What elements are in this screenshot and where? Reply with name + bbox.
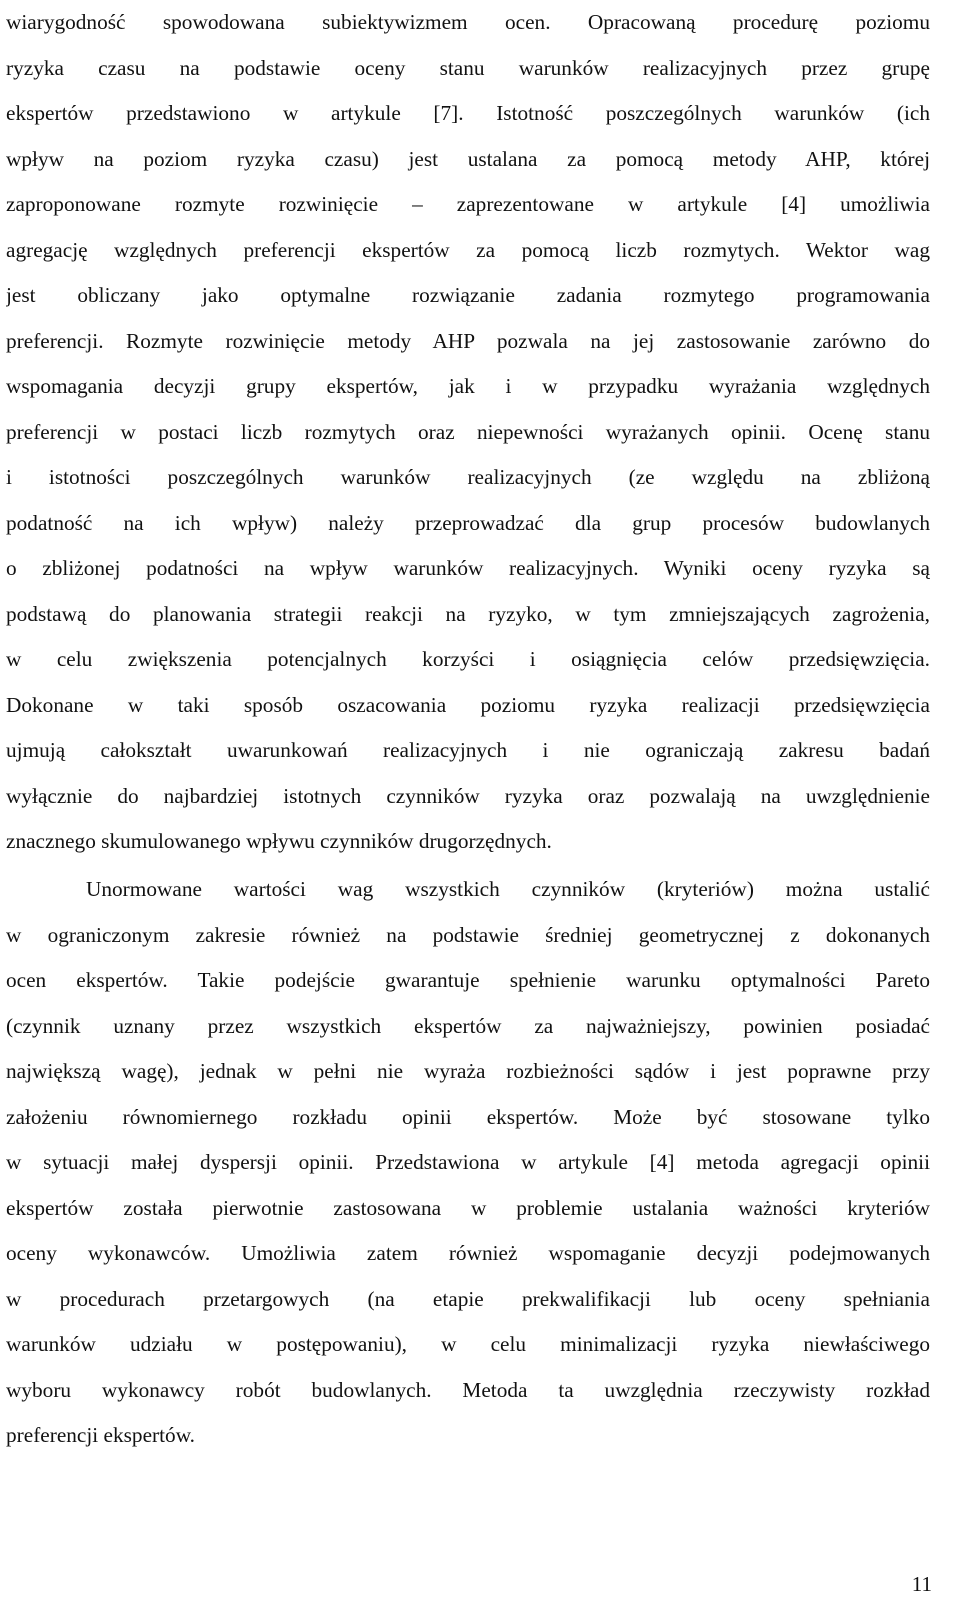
- text-line: ekspertów przedstawiono w artykule [7]. Istotność poszczególnych warunków (ich: [6, 101, 930, 125]
- text-line: założeniu równomiernego rozkładu opinii ekspertów. Może być stosowane tylko: [6, 1104, 930, 1129]
- text-line: oceny wykonawców. Umożliwia zatem również wspomaganie decyzji podejmowanych: [6, 1241, 930, 1265]
- text-line: ocen ekspertów. Takie podejście gwarantuje spełnienie warunku optymalności Pareto: [6, 968, 930, 992]
- text-line: podstawą do planowania strategii reakcji na ryzyko, w tym zmniejszających zagrożenia,: [6, 601, 930, 626]
- text-line: preferencji w postaci liczb rozmytych oraz niepewności wyrażanych opinii. Ocenę stanu: [6, 419, 930, 444]
- text-line: ekspertów została pierwotnie zastosowana w problemie ustalania ważności kryteriów: [6, 1195, 930, 1220]
- text-line: wyłącznie do najbardziej istotnych czynników ryzyka oraz pozwalają na uwzględnienie: [6, 783, 930, 808]
- text-line: wyboru wykonawcy robót budowlanych. Metoda ta uwzględnia rzeczywisty rozkład: [6, 1377, 930, 1402]
- text-line: (czynnik uznany przez wszystkich ekspertów za najważniejszy, powinien posiadać: [6, 1013, 930, 1038]
- text-line: agregację względnych preferencji ekspertów za pomocą liczb rozmytych. Wektor wag: [6, 237, 930, 262]
- text-line: Dokonane w taki sposób oszacowania poziomu ryzyka realizacji przedsięwzięcia: [6, 692, 930, 717]
- text-line: o zbliżonej podatności na wpływ warunków realizacyjnych. Wyniki oceny ryzyka są: [6, 556, 930, 580]
- text-line: w celu zwiększenia potencjalnych korzyści i osiągnięcia celów przedsięwzięcia.: [6, 647, 930, 671]
- paragraph-2: [6, 867, 930, 1459]
- text-line: największą wagę), jednak w pełni nie wyraża rozbieżności sądów i jest poprawne przy: [6, 1059, 930, 1083]
- text-line: i istotności poszczególnych warunków realizacyjnych (ze względu na zbliżoną: [6, 465, 930, 489]
- text-line: zaproponowane rozmyte rozwinięcie – zaprezentowane w artykule [4] umożliwia: [6, 192, 930, 216]
- page-number: 11: [911, 1572, 932, 1596]
- text-line: ryzyka czasu na podstawie oceny stanu warunków realizacyjnych przez grupę: [6, 55, 930, 80]
- text-line: wpływ na poziom ryzyka czasu) jest ustalana za pomocą metody AHP, której: [6, 146, 930, 171]
- text-line: ujmują całokształt uwarunkowań realizacyjnych i nie ograniczają zakresu badań: [6, 738, 930, 762]
- text-line: wiarygodność spowodowana subiektywizmem ocen. Opracowaną procedurę poziomu: [6, 10, 930, 34]
- text-line: preferencji ekspertów.: [6, 1423, 196, 1447]
- text-line: Unormowane wartości wag wszystkich czynników (kryteriów) można ustalić: [86, 877, 930, 901]
- text-line: w procedurach przetargowych (na etapie prekwalifikacji lub oceny spełniania: [6, 1286, 930, 1311]
- text-line: wspomagania decyzji grupy ekspertów, jak i w przypadku wyrażania względnych: [6, 374, 930, 398]
- text-line: w sytuacji małej dyspersji opinii. Przedstawiona w artykule [4] metoda agregacji opinii: [6, 1150, 930, 1174]
- paragraph-1: [6, 0, 930, 865]
- text-line: podatność na ich wpływ) należy przeprowadzać dla grup procesów budowlanych: [6, 510, 930, 535]
- text-line: preferencji. Rozmyte rozwinięcie metody AHP pozwala na jej zastosowanie zarówno do: [6, 328, 930, 353]
- text-line: warunków udziału w postępowaniu), w celu minimalizacji ryzyka niewłaściwego: [6, 1332, 930, 1356]
- text-line: jest obliczany jako optymalne rozwiązanie zadania rozmytego programowania: [6, 283, 930, 307]
- text-line: w ograniczonym zakresie również na podstawie średniej geometrycznej z dokonanych: [6, 922, 930, 947]
- text-line: znacznego skumulowanego wpływu czynników drugorzędnych.: [6, 829, 552, 853]
